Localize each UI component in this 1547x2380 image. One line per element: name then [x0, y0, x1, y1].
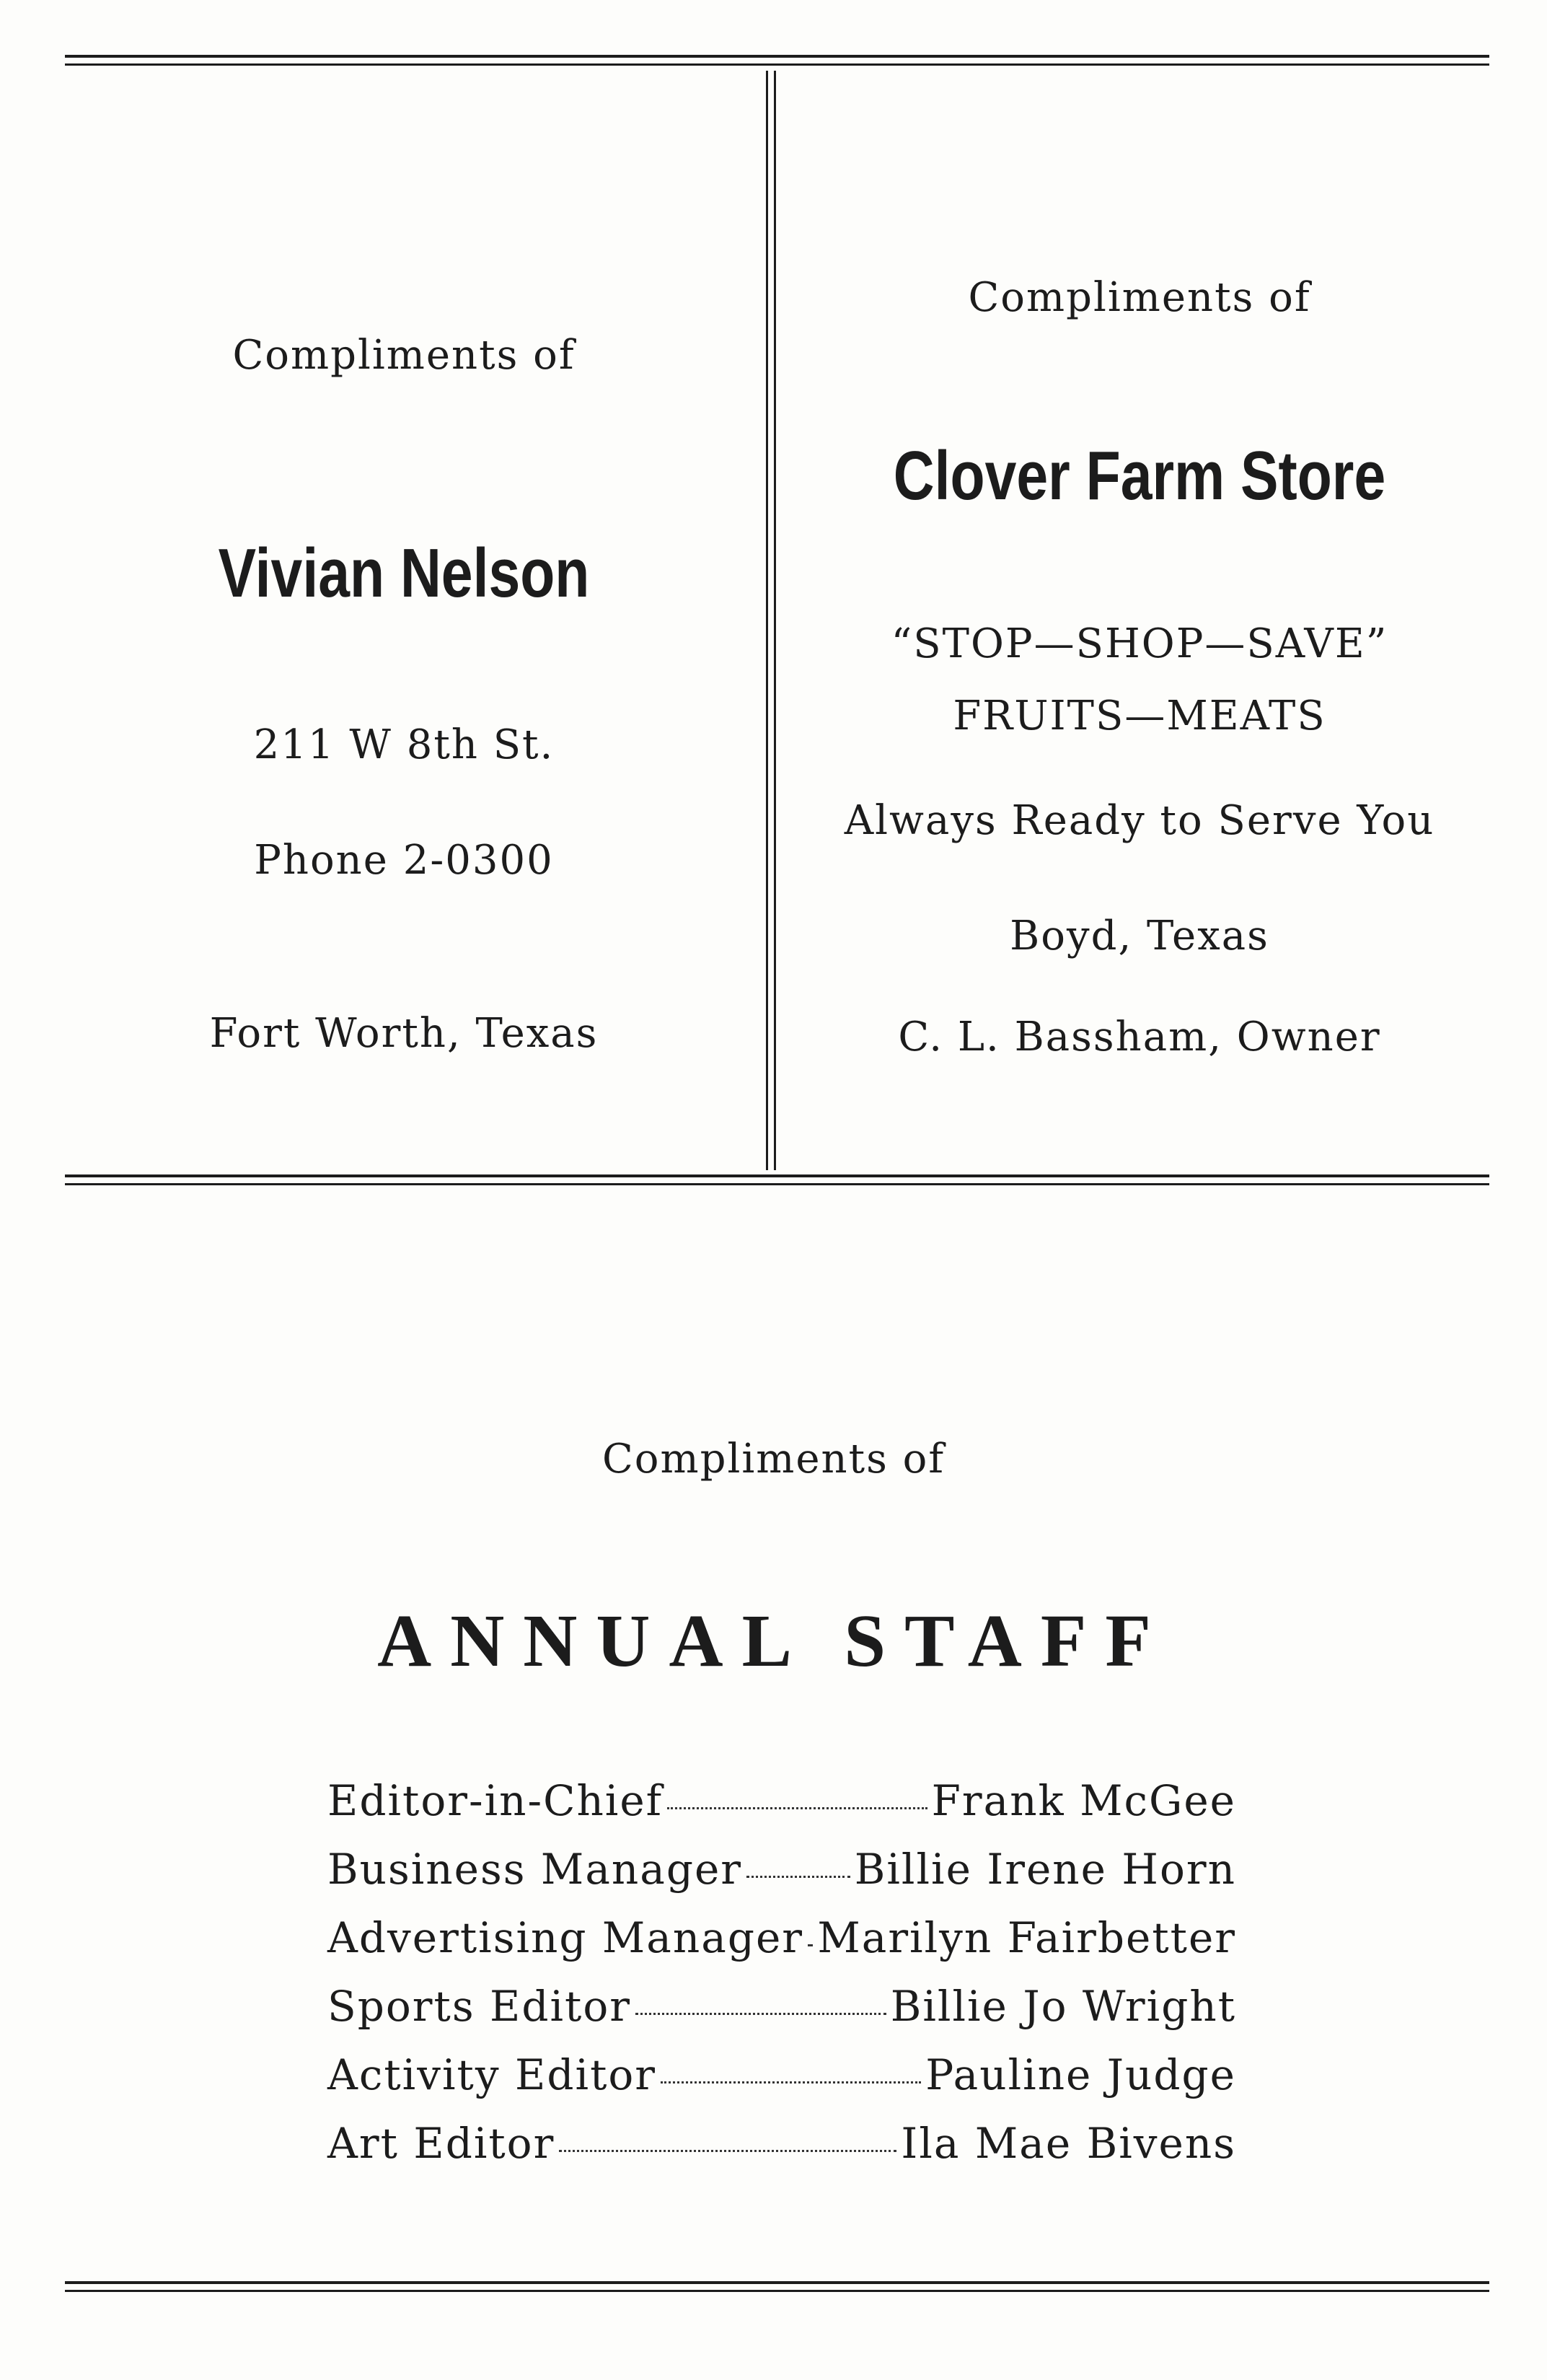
- staff-row: [327, 2050, 1236, 2119]
- staff-name: Ila Mae Bivens: [901, 2119, 1236, 2168]
- dot-leader: [635, 2013, 886, 2015]
- dot-leader: [746, 1876, 850, 1878]
- staff-row: [327, 1776, 1236, 1845]
- staff-role: Sports Editor: [327, 1982, 631, 2031]
- city: Boyd, Texas: [1010, 913, 1269, 960]
- staff-list: [327, 1776, 1236, 2187]
- address: 211 W 8th St.: [253, 721, 555, 768]
- column-divider-right: [774, 71, 776, 1170]
- compliments-label: Compliments of: [968, 274, 1311, 321]
- tagline: Always Ready to Serve You: [844, 797, 1435, 844]
- staff-name: Marilyn Fairbetter: [817, 1913, 1236, 1962]
- dot-leader: [808, 1944, 813, 1946]
- staff-row: [327, 1845, 1236, 1913]
- dot-leader: [559, 2150, 896, 2152]
- staff-name: Frank McGee: [931, 1776, 1236, 1825]
- staff-row: [327, 1913, 1236, 1982]
- phone: Phone 2-0300: [254, 837, 554, 884]
- staff-role: Art Editor: [327, 2119, 555, 2168]
- business-name: Vivian Nelson: [218, 535, 590, 612]
- dot-leader: [667, 1807, 927, 1809]
- staff-role: Business Manager: [327, 1845, 743, 1894]
- staff-name: Pauline Judge: [925, 2050, 1236, 2099]
- staff-role: Activity Editor: [327, 2050, 657, 2099]
- staff-row: [327, 1982, 1236, 2050]
- staff-role: Advertising Manager: [327, 1913, 803, 1962]
- staff-name: Billie Jo Wright: [890, 1982, 1236, 2031]
- annual-staff-title: ANNUAL STAFF: [377, 1599, 1170, 1682]
- business-name: Clover Farm Store: [893, 437, 1386, 514]
- staff-row: [327, 2119, 1236, 2187]
- owner: C. L. Bassham, Owner: [898, 1014, 1381, 1061]
- staff-role: Editor-in-Chief: [327, 1776, 664, 1825]
- dot-leader: [661, 2081, 921, 2083]
- compliments-label: Compliments of: [232, 332, 576, 379]
- column-divider-left: [766, 71, 768, 1170]
- goods: FRUITS—MEATS: [953, 693, 1326, 739]
- slogan: “STOP—SHOP—SAVE”: [891, 620, 1388, 667]
- city: Fort Worth, Texas: [209, 1010, 599, 1057]
- staff-compliments-label: Compliments of: [601, 1436, 946, 1483]
- staff-name: Billie Irene Horn: [854, 1845, 1236, 1894]
